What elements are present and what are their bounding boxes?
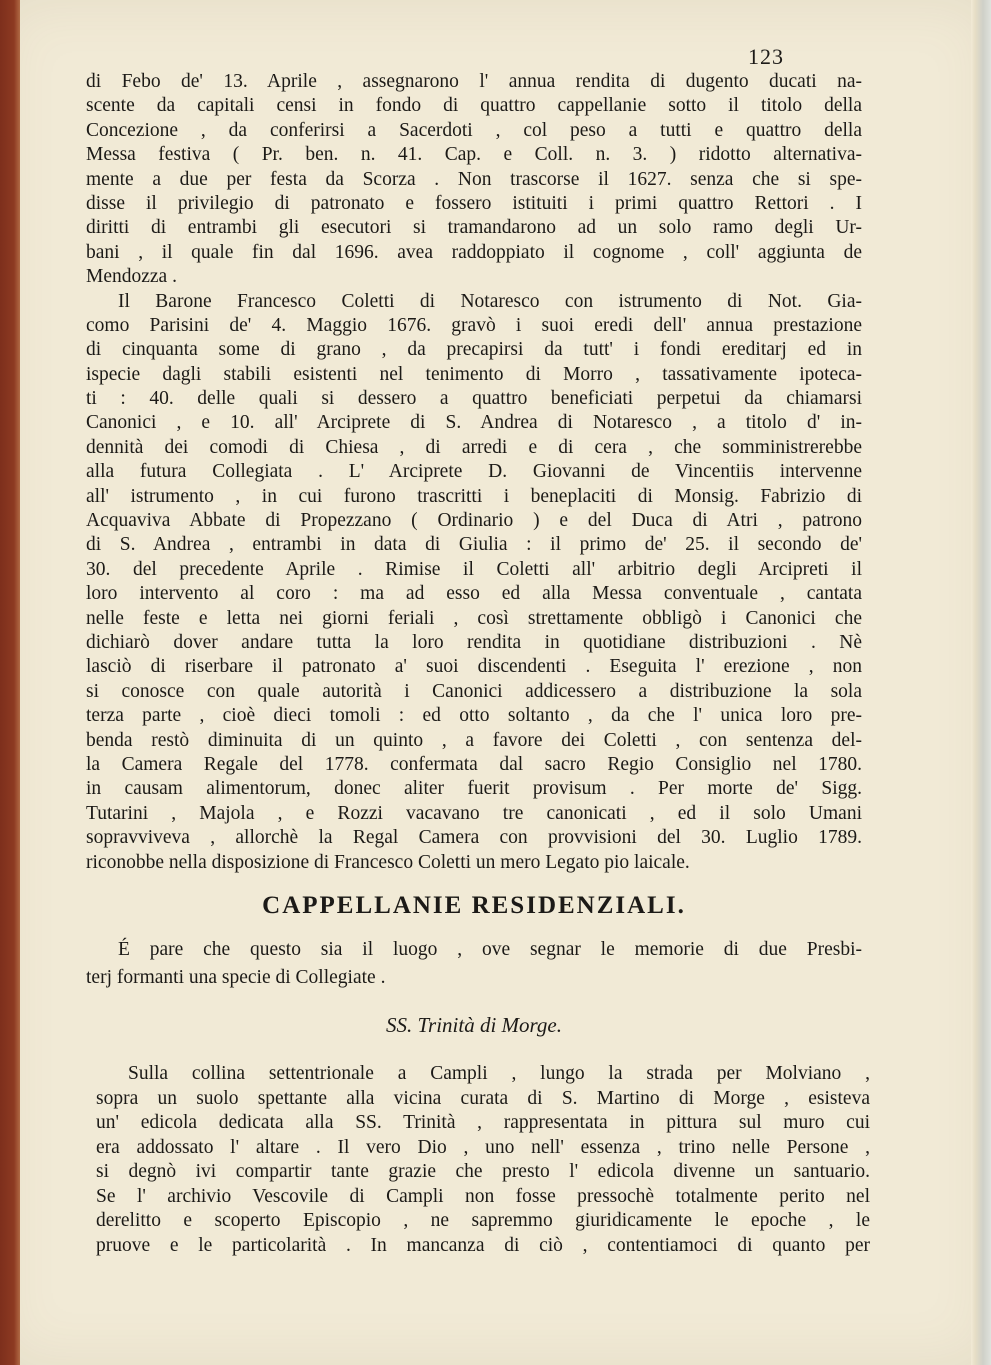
- text-line: disse il privilegio di patronato e fossero istituiti i primi quattro Rettori . I: [86, 192, 862, 214]
- text-line: dennità dei comodi di Chiesa , di arredi e di cera , che somministrerebbe: [86, 436, 862, 458]
- text-line: sopra un suolo spettante alla vicina curata di S. Martino di Morge , esisteva: [96, 1087, 870, 1109]
- text-line: derelitto e scoperto Episcopio , ne sapremmo giuridicamente le epoche , le: [96, 1210, 870, 1231]
- text-line: Acquaviva Abbate di Propezzano ( Ordinario ) e del Duca di Atri , patrono: [86, 510, 862, 532]
- text-line: Mendozza .: [86, 266, 177, 288]
- text-line: dichiarò dover andare tutta la loro rendita in quotidiane distribuzioni . Nè: [86, 631, 862, 653]
- text-line: como Parisini de' 4. Maggio 1676. gravò i suoi eredi dell' annua prestazione: [86, 314, 862, 336]
- text-line: Concezione , da conferirsi a Sacerdoti , col peso a tutti e quattro della: [86, 119, 862, 141]
- text-line: si conosce con quale autorità i Canonici addicessero a distribuzione la sola: [86, 680, 862, 702]
- body-text-3: [96, 1062, 870, 1258]
- text-line: nelle feste e letta nei giorni feriali , così strettamente obbligò i Canonici che: [86, 607, 862, 629]
- text-line: all' istrumento , in cui furono trascritti i beneplaciti di Monsig. Fabrizio di: [86, 485, 862, 507]
- text-line: diritti di entrambi gli esecutori si tramandarono ad un solo ramo degli Ur-: [86, 217, 862, 239]
- text-line: alla futura Collegiata . L' Arciprete D. Giovanni de Vincentiis intervenne: [86, 461, 862, 483]
- text-line: Se l' archivio Vescovile di Campli non fosse pressochè totalmente perito nel: [96, 1185, 870, 1207]
- text-line: Messa festiva ( Pr. ben. n. 41. Cap. e Coll. n. 3. ) ridotto alternativa-: [86, 144, 862, 166]
- scan-right-edge: [971, 0, 991, 1365]
- paragraph: [86, 290, 862, 875]
- text-line: ispecie dagli stabili esistenti nel tenimento di Morro , tassativamente ipoteca-: [86, 363, 862, 385]
- paragraph: [86, 70, 862, 290]
- scan-left-edge: [0, 0, 20, 1365]
- body-text-2: [86, 936, 862, 992]
- text-line: terj formanti una specie di Collegiate .: [86, 967, 386, 988]
- text-line: bani , il quale fin dal 1696. avea raddoppiato il cognome , coll' aggiunta de: [86, 241, 862, 263]
- text-line: era addossato l' altare . Il vero Dio , uno nell' essenza , trino nelle Persone ,: [96, 1136, 870, 1158]
- body-text-1: [86, 70, 862, 875]
- subsection-heading: SS. Trinità di Morge.: [386, 1013, 562, 1037]
- text-line: loro intervento al coro : ma ad esso ed alla Messa conventuale , cantata: [86, 583, 862, 605]
- text-line: di Febo de' 13. Aprile , assegnarono l' annua rendita di dugento ducati na-: [86, 71, 862, 92]
- text-line: la Camera Regale del 1778. confermata dal sacro Regio Consiglio nel 1780.: [86, 753, 862, 775]
- text-line: terza parte , cioè dieci tomoli : ed otto soltanto , da che l' unica loro pre-: [86, 705, 862, 727]
- text-line: scente da capitali censi in fondo di quattro cappellanie sotto il titolo della: [86, 95, 862, 117]
- text-line: Canonici , e 10. all' Arciprete di S. Andrea di Notaresco , a titolo d' in-: [86, 412, 862, 434]
- text-line: ti : 40. delle quali si dessero a quattro beneficiati perpetui da chiamarsi: [86, 388, 862, 410]
- text-line: si degnò ivi compartir tante grazie che presto l' edicola divenne un santuario.: [96, 1161, 870, 1182]
- text-line: benda restò diminuita di un quinto , a favore dei Coletti , con sentenza del-: [86, 729, 862, 751]
- page-number: 123: [748, 44, 784, 69]
- text-line: É pare che questo sia il luogo , ove segnar le memorie di due Presbi-: [118, 939, 862, 960]
- text-line: Tutarini , Majola , e Rozzi vacavano tre canonicati , ed il solo Umani: [86, 802, 862, 824]
- text-line: lasciò di riserbare il patronato a' suoi discendenti . Eseguita l' erezione , non: [86, 656, 862, 678]
- text-line: sopravviveva , allorchè la Regal Camera con provvisioni del 30. Luglio 1789.: [86, 827, 862, 849]
- text-line: 30. del precedente Aprile . Rimise il Coletti all' arbitrio degli Arcipreti il: [86, 558, 862, 580]
- text-line: riconobbe nella disposizione di Francesco Coletti un mero Legato pio laicale.: [86, 851, 690, 873]
- text-line: Sulla collina settentrionale a Campli , lungo la strada per Molviano ,: [128, 1063, 870, 1084]
- text-line: di S. Andrea , entrambi in data di Giulia : il primo de' 25. il secondo de': [86, 534, 862, 556]
- text-line: pruove e le particolarità . In mancanza di ciò , contentiamoci di quanto per: [96, 1234, 870, 1256]
- text-line: di cinquanta some di grano , da precapirsi da tutt' i fondi ereditarj ed in: [86, 339, 862, 361]
- text-line: in causam alimentorum, donec aliter fuerit provisum . Per morte de' Sigg.: [86, 778, 862, 800]
- text-line: Il Barone Francesco Coletti di Notaresco con istrumento di Not. Gia-: [118, 290, 862, 312]
- text-line: un' edicola dedicata alla SS. Trinità , rappresentata in pittura sul muro cui: [96, 1112, 870, 1133]
- section-heading: CAPPELLANIE RESIDENZIALI.: [262, 892, 686, 919]
- text-line: mente a due per festa da Scorza . Non trascorse il 1627. senza che si spe-: [86, 168, 862, 190]
